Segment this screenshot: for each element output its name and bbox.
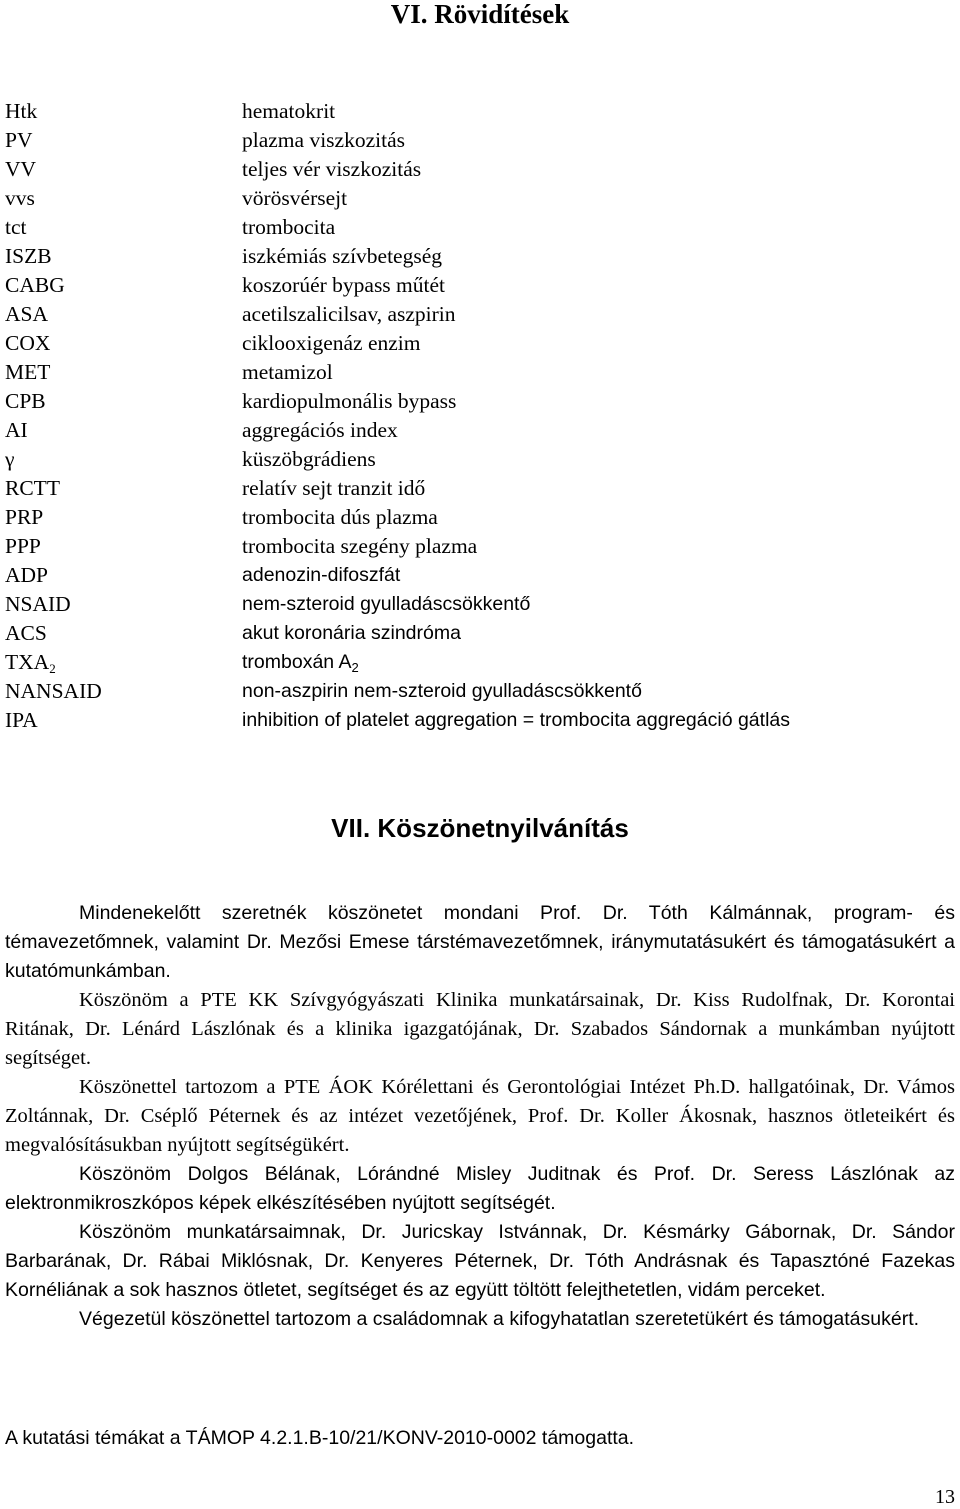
abbreviation-definition-text: tromboxán A [242, 651, 352, 673]
abbreviation-row [5, 706, 945, 735]
abbreviation-definition-subscript: 2 [351, 660, 359, 675]
abbreviation-definition: metamizol [242, 360, 333, 384]
abbreviation-definition: non-aszpirin nem-szteroid gyulladáscsökkentő [242, 680, 642, 702]
abbreviation-term: MET [5, 360, 51, 384]
abbreviation-definition: nem-szteroid gyulladáscsökkentő [242, 593, 531, 615]
acknowledgement-paragraph: Köszönöm munkatársaimnak, Dr. Juricskay Istvánnak, Dr. Késmárky Gábornak, Dr. Sándor Barbarának, Dr. Rábai Miklósnak, Dr. Kenyeres Péternek, Dr. Tóth Andrásnak és Tapasztóné Fazekas Kornéliának a sok hasznos ötletet, segítséget és az együtt töltött felejthetetlen, vidám perceket. [5, 1221, 955, 1301]
abbreviation-term: Htk [5, 99, 38, 123]
abbreviation-term [5, 648, 56, 677]
abbreviation-definition: hematokrit [242, 99, 336, 123]
abbreviation-definition: iszkémiás szívbetegség [242, 244, 443, 268]
abbreviation-row [5, 677, 945, 706]
funding-statement: A kutatási témákat a TÁMOP 4.2.1.B-10/21/KONV-2010-0002 támogatta. [5, 1427, 635, 1449]
abbreviation-row [5, 416, 945, 445]
abbreviation-term: γ [5, 447, 15, 471]
abbreviation-term: IPA [5, 708, 38, 732]
abbreviation-definition: vörösvérsejt [242, 186, 348, 210]
abbreviation-definition: relatív sejt tranzit idő [242, 476, 426, 500]
acknowledgement-paragraph: Köszönettel tartozom a PTE ÁOK Kórélettani és Gerontológiai Intézet Ph.D. hallgatóinak, Dr. Vámos Zoltánnak, Dr. Cséplő Péternek és az intézet vezetőjének, Prof. Dr. Koller Ákosnak, hasznos ötleteikért és megvalósításukban nyújtott segítségükért. [5, 1076, 955, 1156]
abbreviation-term: CABG [5, 273, 65, 297]
abbreviation-term: PRP [5, 505, 44, 529]
abbreviation-definition: akut koronária szindróma [242, 622, 461, 644]
abbreviation-term: PPP [5, 534, 41, 558]
abbreviation-term: NANSAID [5, 679, 102, 703]
abbreviations-list [5, 97, 945, 735]
abbreviation-term: COX [5, 331, 51, 355]
abbreviations-heading: VI. Rövidítések [390, 0, 570, 29]
abbreviation-term: RCTT [5, 476, 60, 500]
abbreviation-term: vvs [5, 186, 35, 210]
abbreviation-row [5, 503, 945, 532]
abbreviation-row [5, 532, 945, 561]
abbreviation-term-text: TXA [5, 650, 50, 674]
abbreviation-definition: teljes vér viszkozitás [242, 157, 422, 181]
abbreviation-row [5, 648, 945, 677]
abbreviation-row [5, 126, 945, 155]
abbreviation-row [5, 271, 945, 300]
abbreviation-term: ADP [5, 563, 49, 587]
abbreviation-definition: adenozin-difoszfát [242, 564, 401, 586]
abbreviation-term: CPB [5, 389, 46, 413]
acknowledgement-paragraph: Köszönöm a PTE KK Szívgyógyászati Klinika munkatársainak, Dr. Kiss Rudolfnak, Dr. Korontai Ritának, Dr. Lénárd Lászlónak és a klinika igazgatójának, Dr. Szabados Sándornak a munkámban nyújtott segítséget. [5, 989, 955, 1069]
abbreviation-row [5, 590, 945, 619]
abbreviation-term: ISZB [5, 244, 52, 268]
abbreviation-row [5, 445, 945, 474]
abbreviation-definition: trombocita dús plazma [242, 505, 438, 529]
abbreviation-row [5, 619, 945, 648]
abbreviation-definition: küszöbgrádiens [242, 447, 376, 471]
abbreviation-definition: trombocita szegény plazma [242, 534, 478, 558]
abbreviation-row [5, 155, 945, 184]
abbreviation-definition: aggregációs index [242, 418, 398, 442]
abbreviation-row [5, 561, 945, 590]
abbreviation-definition: inhibition of platelet aggregation = trombocita aggregáció gátlás [242, 709, 790, 731]
abbreviation-definition: koszorúér bypass műtét [242, 273, 446, 297]
abbreviation-row [5, 358, 945, 387]
acknowledgements-heading: VII. Köszönetnyilvánítás [331, 813, 629, 843]
abbreviation-term-subscript: 2 [49, 661, 56, 676]
abbreviation-term: ASA [5, 302, 49, 326]
abbreviation-row [5, 329, 945, 358]
abbreviation-term: tct [5, 215, 27, 239]
abbreviation-definition [242, 648, 359, 677]
abbreviation-term: ACS [5, 621, 47, 645]
abbreviation-term: PV [5, 128, 33, 152]
abbreviation-row [5, 474, 945, 503]
page-number: 13 [935, 1486, 955, 1508]
abbreviation-term: VV [5, 157, 37, 181]
abbreviation-row [5, 213, 945, 242]
abbreviation-definition: kardiopulmonális bypass [242, 389, 457, 413]
abbreviation-row [5, 97, 945, 126]
abbreviation-definition: trombocita [242, 215, 336, 239]
abbreviation-row [5, 300, 945, 329]
abbreviation-definition: ciklooxigenáz enzim [242, 331, 421, 355]
abbreviation-row [5, 387, 945, 416]
abbreviation-term: NSAID [5, 592, 71, 616]
abbreviation-definition: plazma viszkozitás [242, 128, 405, 152]
acknowledgements-body [5, 899, 955, 1334]
abbreviation-row [5, 184, 945, 213]
abbreviation-definition: acetilszalicilsav, aszpirin [242, 302, 456, 326]
acknowledgement-paragraph: Végezetül köszönettel tartozom a családomnak a kifogyhatatlan szeretetükért és támogatásukért. [79, 1308, 920, 1330]
acknowledgement-paragraph: Köszönöm Dolgos Bélának, Lórándné Misley Juditnak és Prof. Dr. Seress Lászlónak az elektronmikroszkópos képek elkészítésében nyújtott segítségét. [5, 1163, 955, 1214]
acknowledgement-paragraph: Mindenekelőtt szeretnék köszönetet mondani Prof. Dr. Tóth Kálmánnak, program- és témavezetőmnek, valamint Dr. Mezősi Emese társtémavezetőmnek, iránymutatásukért és támogatásukért a kutatómunkámban. [5, 902, 955, 982]
abbreviation-row [5, 242, 945, 271]
abbreviation-term: AI [5, 418, 28, 442]
